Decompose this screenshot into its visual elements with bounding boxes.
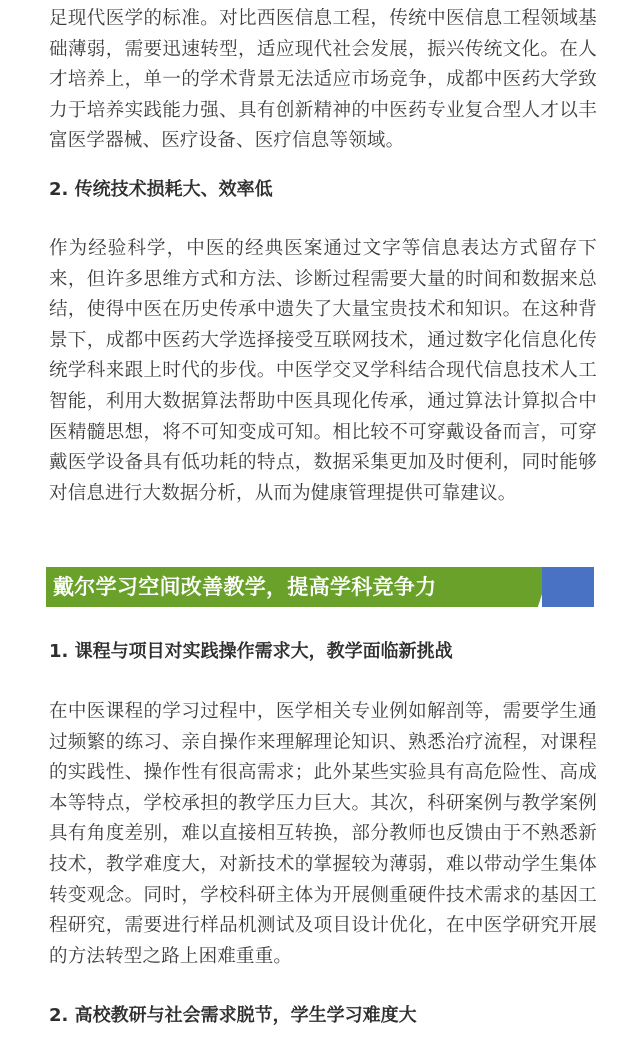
course-practice-paragraph: 在中医课程的学习过程中，医学相关专业例如解剖等，需要学生通过频繁的练习、亲自操作来理解理论知识、熟悉治疗流程，对课程的实践性、操作性有很高需求；此外某些实验具有高危险性、高成本等特点，学校承担的教学压力巨大。其次，科研案例与教学案例具有角度差别，难以直接相互转换，部分教师也反馈由于不熟悉新技术，教学难度大，对新技术的掌握较为薄弱，难以带动学生集体转变观念。同时，学校科研主体为开展侧重硬件技术需求的基因工程研究，需要进行样品机测试及项目设计优化，在中医学研究开展的方法转型之路上困难重重。	[49, 701, 597, 967]
tech-loss-paragraph: 作为经验科学，中医的经典医案通过文字等信息表达方式留存下来，但许多思维方式和方法、诊断过程需要大量的时间和数据来总结，使得中医在历史传承中遗失了大量宝贵技术和知识。在这种背景下，成都中医药大学选择接受互联网技术，通过数字化信息化传统学科来跟上时代的步伐。中医学交叉学科结合现代信息技术人工智能，利用大数据算法帮助中医具现化传承，通过算法计算拟合中医精髓思想，将不可知变成可知。相比较不可穿戴设备而言，可穿戴医学设备具有低功耗的特点，数据采集更加及时便利，同时能够对信息进行大数据分析，从而为健康管理提供可靠建议。	[49, 238, 597, 504]
section-banner-title: 戴尔学习空间改善教学，提高学科竞争力	[53, 575, 437, 599]
intro-paragraph: 足现代医学的标准。对比西医信息工程，传统中医信息工程领域基础薄弱，需要迅速转型，适应现代社会发展，振兴传统文化。在人才培养上，单一的学术背景无法适应市场竞争，成都中医药大学致力于培养实践能力强、具有创新精神的中医药专业复合型人才以丰富医学器械、医疗设备、医疗信息等领域。	[49, 8, 597, 152]
section-banner	[46, 567, 594, 607]
heading-course-practice-demand: 1. 课程与项目对实践操作需求大，教学面临新挑战	[49, 641, 453, 662]
heading-traditional-tech-loss: 2. 传统技术损耗大、效率低	[49, 179, 273, 200]
heading-research-gap: 2. 高校教研与社会需求脱节，学生学习难度大	[49, 1005, 417, 1026]
banner-accent-stripe	[542, 567, 594, 607]
